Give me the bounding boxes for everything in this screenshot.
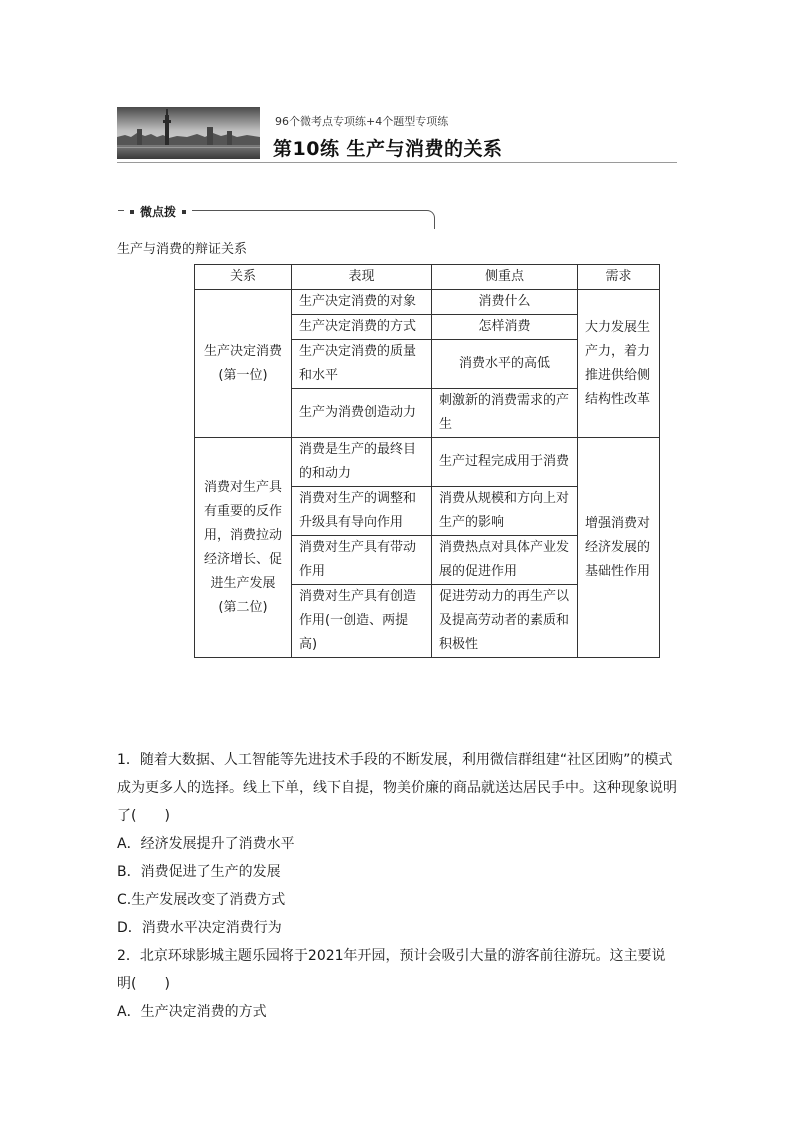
focus-cell: 促进劳动力的再生产以及提高劳动者的素质和积极性 [432, 585, 578, 658]
header-subtitle: 96个微考点专项练+4个题型专项练 [275, 115, 449, 128]
focus-cell: 消费从规模和方向上对生产的影响 [432, 487, 578, 536]
production-consumption-table [194, 264, 660, 658]
manifest-cell: 生产决定消费的对象 [292, 290, 432, 315]
option-d: D．消费水平决定消费行为 [117, 920, 282, 936]
manifest-cell: 生产为消费创造动力 [292, 389, 432, 438]
table-row [195, 290, 660, 315]
need-cell: 增强消费对经济发展的基础性作用 [578, 438, 660, 658]
header-divider [117, 162, 677, 163]
table-header-row [195, 265, 660, 290]
focus-cell: 消费热点对具体产业发展的促进作用 [432, 536, 578, 585]
option-c: C.生产发展改变了消费方式 [117, 892, 286, 908]
question-stem: 2．北京环球影城主题乐园将于2021年开园，预计会吸引大量的游客前往游玩。这主要说明( ) [117, 948, 666, 992]
manifest-cell: 生产决定消费的质量和水平 [292, 340, 432, 389]
option-a: A．生产决定消费的方式 [117, 1004, 267, 1020]
focus-cell: 消费水平的高低 [432, 340, 578, 389]
manifest-cell: 生产决定消费的方式 [292, 315, 432, 340]
tip-label-text: 微点拨 [140, 205, 177, 219]
need-cell: 大力发展生产力，着力推进供给侧结构性改革 [578, 290, 660, 438]
table-row [195, 438, 660, 487]
focus-cell: 怎样消费 [432, 315, 578, 340]
table-header: 关系 [195, 265, 292, 290]
square-bullet-icon [130, 210, 134, 214]
question-1 [117, 746, 679, 1026]
question-stem: 1．随着大数据、人工智能等先进技术手段的不断发展，利用微信群组建“社区团购”的模式成为更多人的选择。线上下单，线下自提，物美价廉的商品就送达居民手中。这种现象说明了( ) [117, 752, 677, 824]
manifest-cell: 消费是生产的最终目的和动力 [292, 438, 432, 487]
tip-label [124, 203, 192, 220]
manifest-cell: 消费对生产具有创造作用(一创造、两提高) [292, 585, 432, 658]
table-header: 侧重点 [432, 265, 578, 290]
table-header: 表现 [292, 265, 432, 290]
relation-cell: 生产决定消费(第一位) [195, 290, 292, 438]
page-title: 第10练 生产与消费的关系 [273, 138, 503, 160]
focus-cell: 消费什么 [432, 290, 578, 315]
header-city-image [117, 107, 260, 159]
relation-cell: 消费对生产具有重要的反作用，消费拉动经济增长、促进生产发展(第二位) [195, 438, 292, 658]
focus-cell: 刺激新的消费需求的产生 [432, 389, 578, 438]
manifest-cell: 消费对生产具有带动作用 [292, 536, 432, 585]
option-a: A．经济发展提升了消费水平 [117, 836, 295, 852]
table-header: 需求 [578, 265, 660, 290]
square-bullet-icon [182, 210, 186, 214]
focus-cell: 生产过程完成用于消费 [432, 438, 578, 487]
option-b: B．消费促进了生产的发展 [117, 864, 281, 880]
section-title: 生产与消费的辩证关系 [117, 242, 248, 257]
manifest-cell: 消费对生产的调整和升级具有导向作用 [292, 487, 432, 536]
